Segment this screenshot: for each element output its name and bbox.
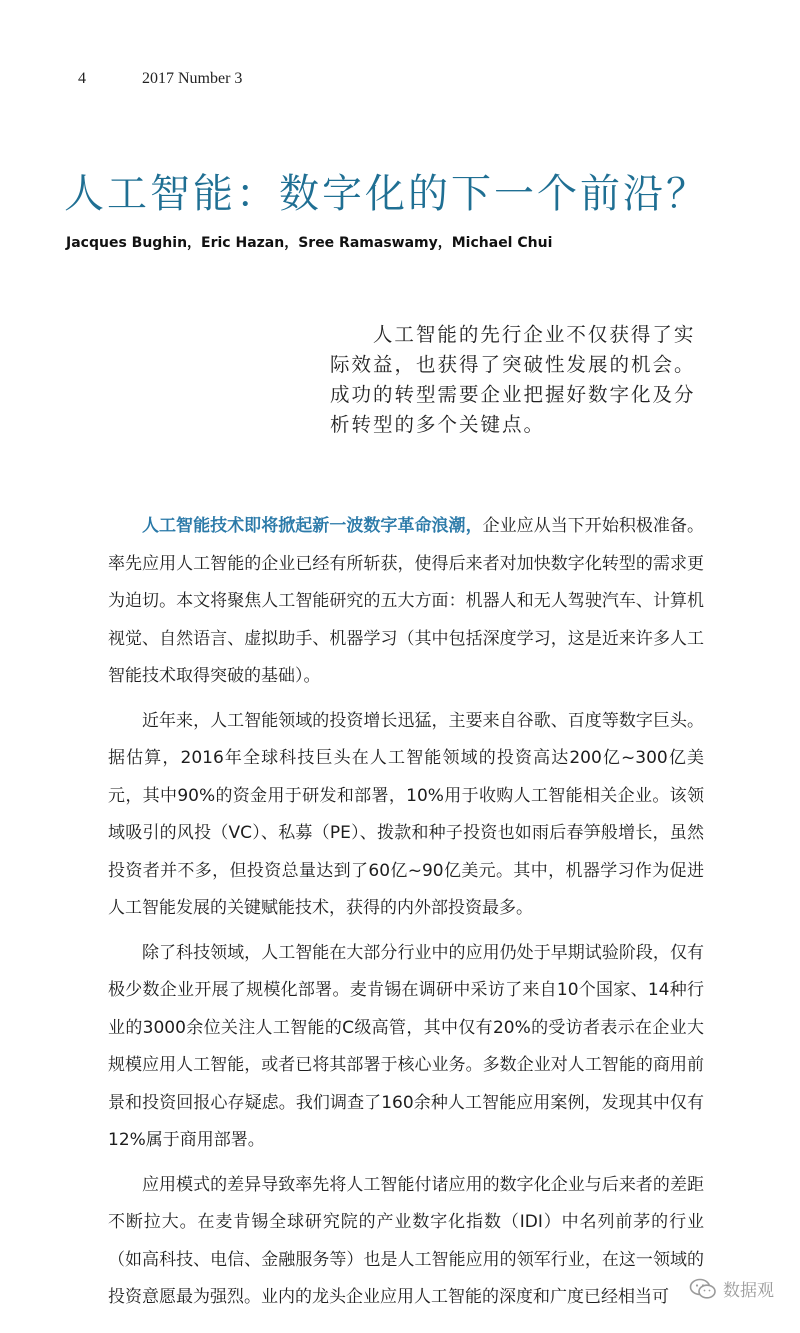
article-body xyxy=(108,508,704,1324)
watermark xyxy=(689,1276,774,1301)
wechat-icon xyxy=(689,1278,717,1300)
paragraph-4: 应用模式的差异导致率先将人工智能付诸应用的数字化企业与后来者的差距不断拉大。在麦肯锡全球研究院的产业数字化指数（IDI）中名列前茅的行业（如高科技、电信、金融服务等）也是人工智能应用的领军行业，在这一领域的投资意愿最为强烈。业内的龙头企业应用人工智能的深度和广度已经相当可 xyxy=(108,1174,704,1307)
paragraph-3: 除了科技领域，人工智能在大部分行业中的应用仍处于早期试验阶段，仅有极少数企业开展了规模化部署。麦肯锡在调研中采访了来自10个国家、14种行业的3000余位关注人工智能的C级高管，其中仅有20%的受访者表示在企业大规模应用人工智能，或者已将其部署于核心业务。多数企业对人工智能的商用前景和投资回报心存疑虑。我们调查了160余种人工智能应用案例，发现其中仅有12%属于商用部署。 xyxy=(108,942,704,1150)
page-header xyxy=(78,70,242,88)
paragraph-2: 近年来，人工智能领域的投资增长迅猛，主要来自谷歌、百度等数字巨头。据估算，2016年全球科技巨头在人工智能领域的投资高达200亿~300亿美元，其中90%的资金用于研发和部署，10%用于收购人工智能相关企业。该领域吸引的风投（VC）、私募（PE）、拨款和种子投资也如雨后春笋般增长，虽然投资者并不多，但投资总量达到了60亿~90亿美元。其中，机器学习作为促进人工智能发展的关键赋能技术，获得的内外部投资最多。 xyxy=(108,710,704,918)
watermark-text: 数据观 xyxy=(723,1281,774,1301)
lead-phrase: 人工智能技术即将掀起新一波数字革命浪潮， xyxy=(142,516,483,536)
authors-line: Jacques Bughin，Eric Hazan，Sree Ramaswamy，Michael Chui xyxy=(66,235,553,251)
article-title: 人工智能：数字化的下一个前沿？ xyxy=(64,171,709,217)
issue-label: 2017 Number 3 xyxy=(142,70,243,87)
paragraph-1 xyxy=(108,508,704,696)
page-number: 4 xyxy=(78,70,86,87)
paragraph-1-text: 企业应从当下开始积极准备。率先应用人工智能的企业已经有所斩获，使得后来者对加快数字化转型的需求更为迫切。本文将聚焦人工智能研究的五大方面：机器人和无人驾驶汽车、计算机视觉、自然语言、虚拟助手、机器学习（其中包括深度学习，这是近来许多人工智能技术取得突破的基础）。 xyxy=(108,516,704,686)
abstract-text: 人工智能的先行企业不仅获得了实际效益，也获得了突破性发展的机会。成功的转型需要企业把握好数字化及分析转型的多个关键点。 xyxy=(330,323,696,436)
